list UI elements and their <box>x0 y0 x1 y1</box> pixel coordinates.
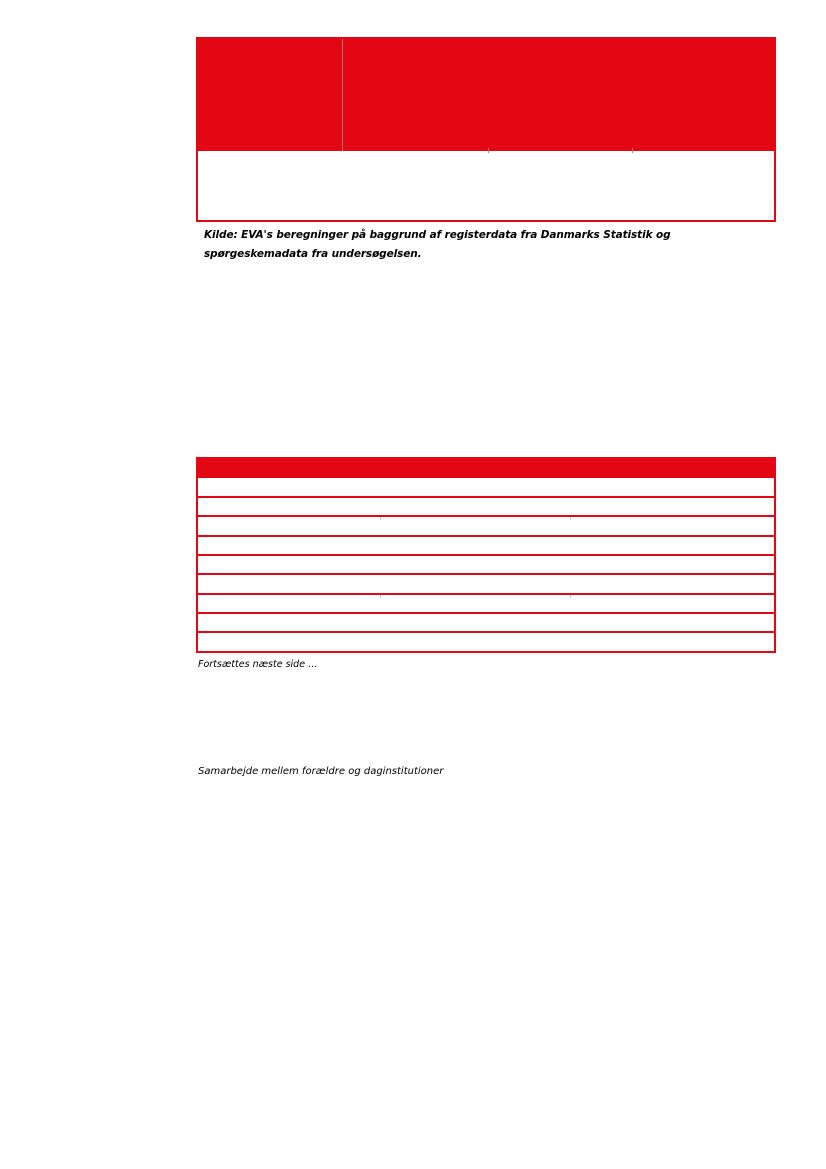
table-column-tick <box>380 517 381 520</box>
table-row-divider <box>198 515 774 517</box>
page-footer-title: Samarbejde mellem forældre og daginstitutioner <box>198 766 444 777</box>
table-row-divider <box>198 631 774 633</box>
table-row-divider <box>198 612 774 614</box>
table-column-tick <box>570 595 571 598</box>
continued-note: Fortsættes næste side … <box>198 659 318 670</box>
table-1-column-divider <box>342 39 343 151</box>
table-column-tick <box>570 517 571 520</box>
table-1 <box>196 37 776 222</box>
table-1-header <box>198 39 774 151</box>
table-1-body <box>198 151 774 220</box>
table-row-divider <box>198 593 774 595</box>
source-caption: Kilde: EVA's beregninger på baggrund af registerdata fra Danmarks Statistik og spørgeskemadata fra undersøgelsen. <box>204 229 671 260</box>
table-row-divider <box>198 496 774 498</box>
table-2 <box>196 457 776 653</box>
table-row-divider <box>198 573 774 575</box>
table-row-divider <box>198 554 774 556</box>
table-row-divider <box>198 535 774 537</box>
table-2-header <box>198 459 774 478</box>
table-column-tick <box>380 595 381 598</box>
